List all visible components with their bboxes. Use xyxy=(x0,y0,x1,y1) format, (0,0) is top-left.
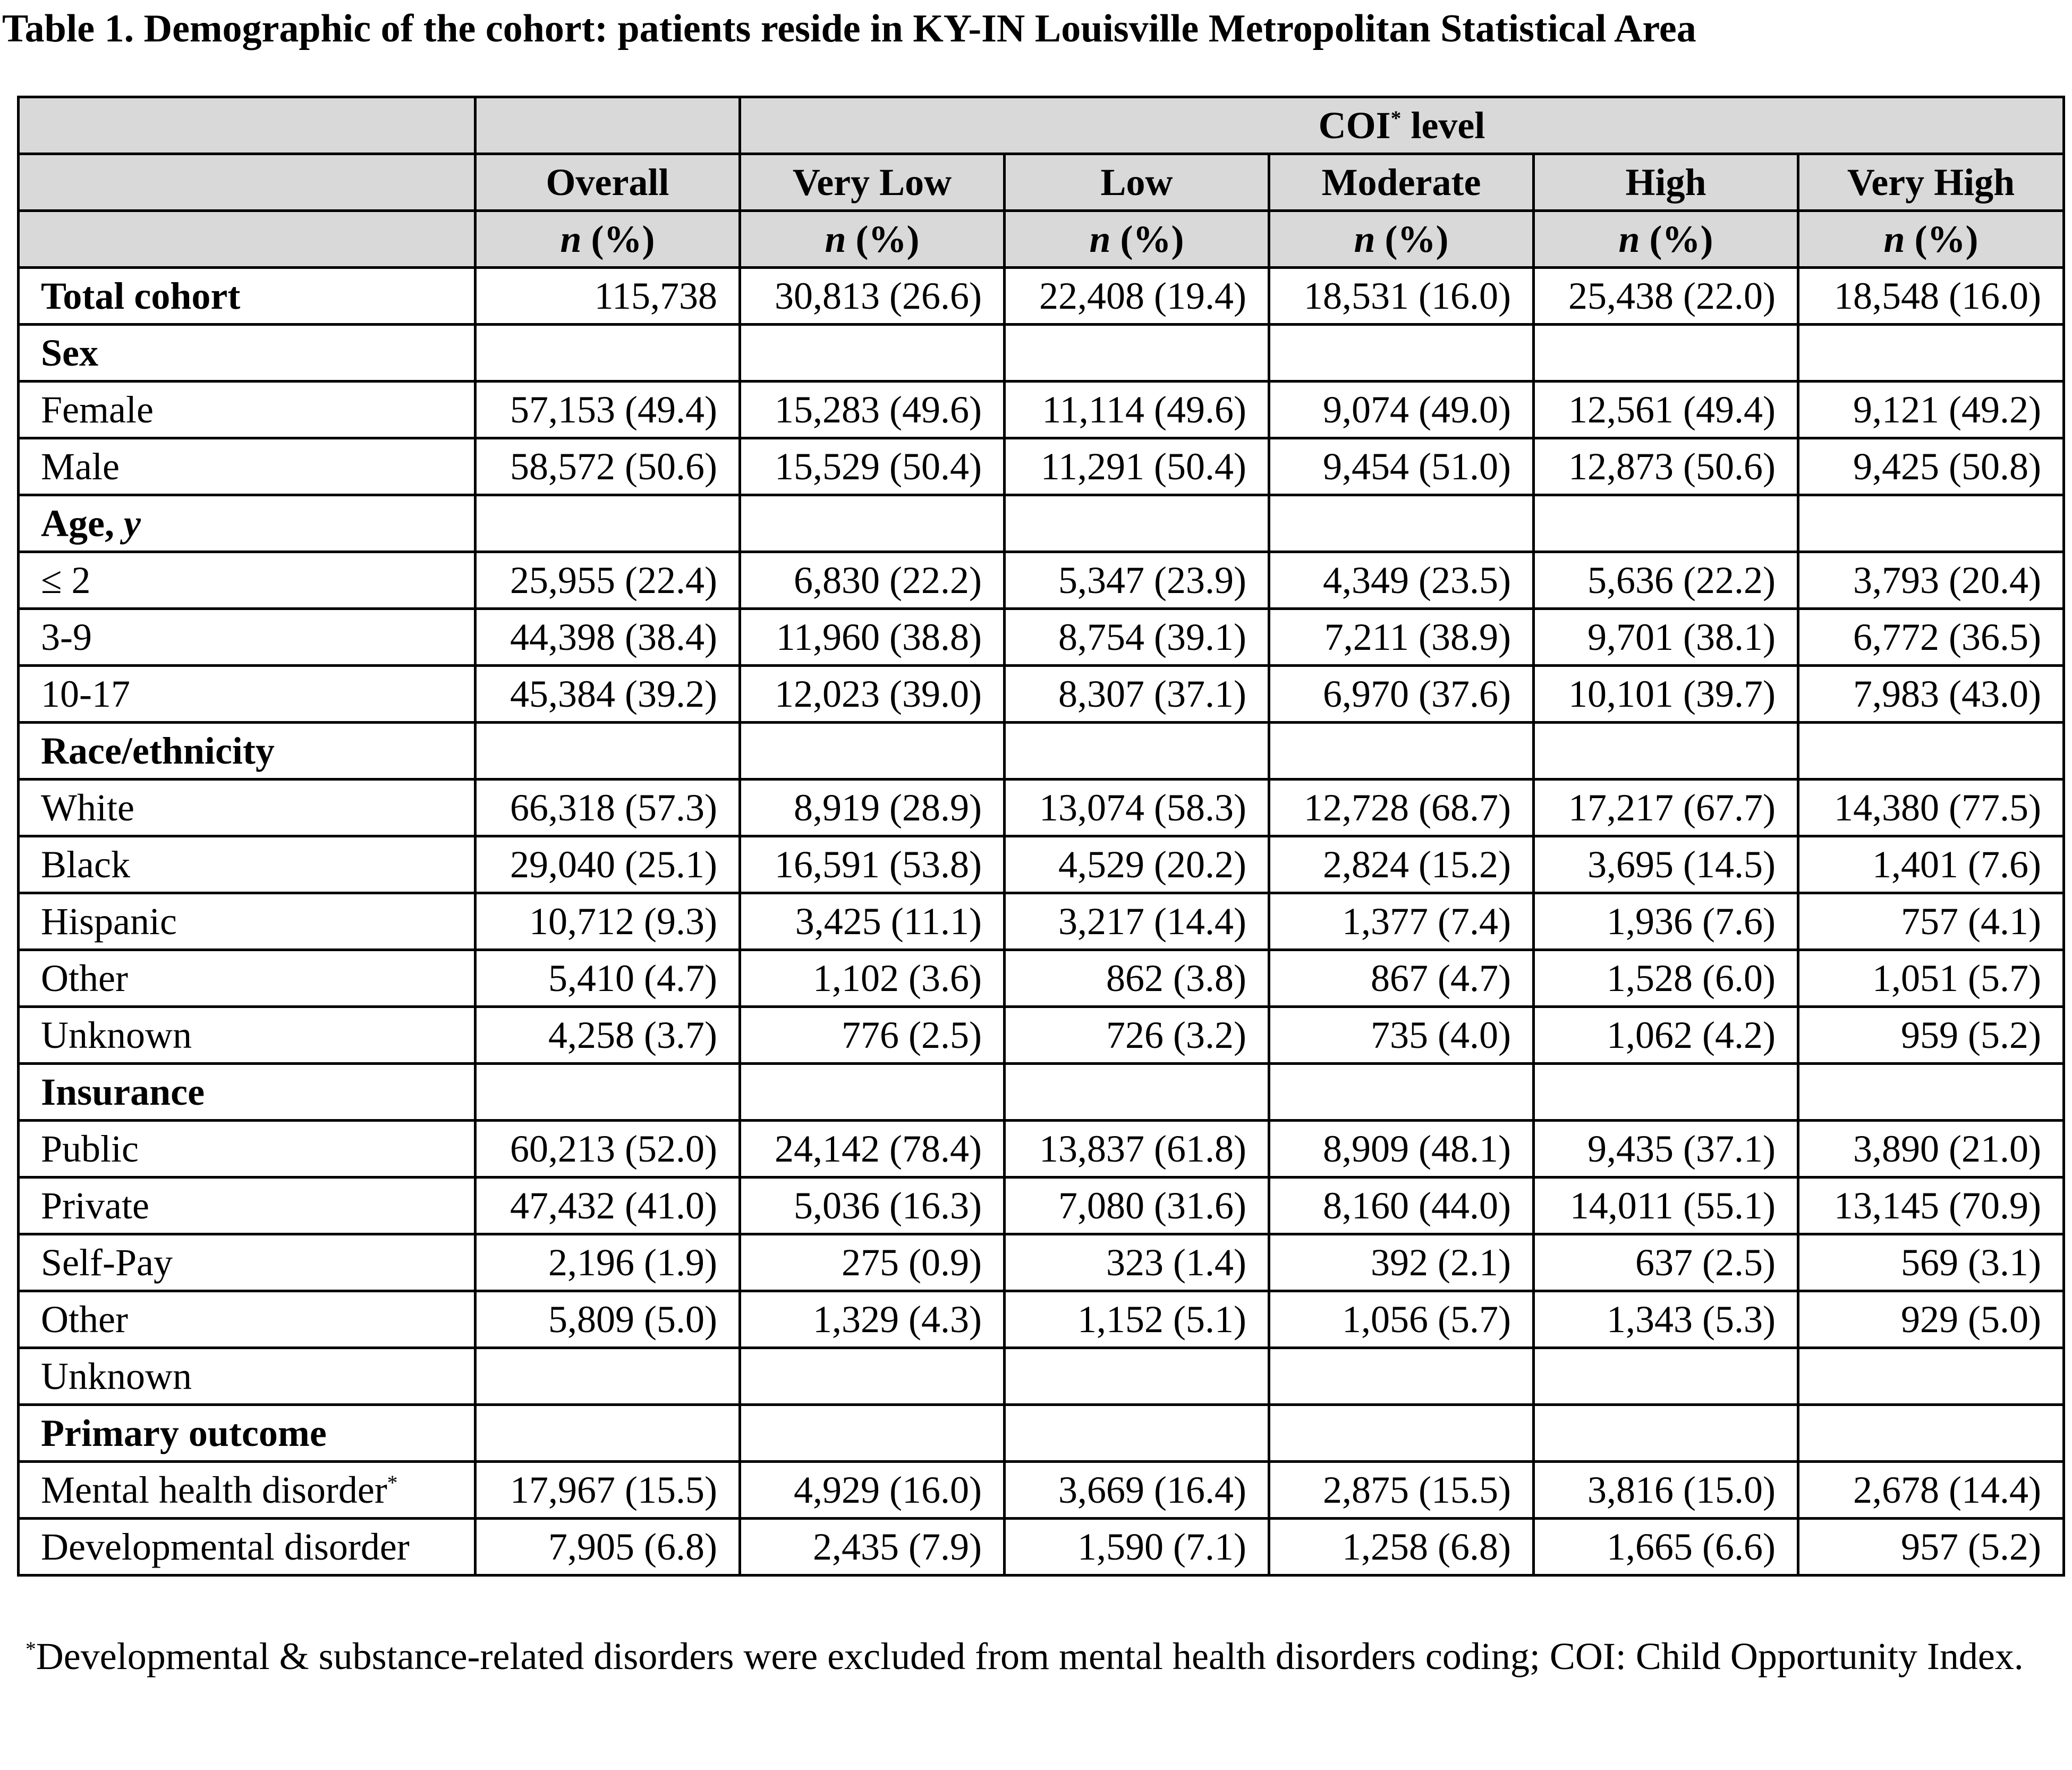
section-label xyxy=(19,325,475,382)
value-cell: 2,678 (14.4) xyxy=(1798,1462,2064,1519)
value-cell: 1,401 (7.6) xyxy=(1798,836,2064,893)
value-cell: 2,196 (1.9) xyxy=(475,1234,740,1291)
column-header-overall: Overall xyxy=(475,154,740,211)
value-cell: 15,283 (49.6) xyxy=(740,382,1005,438)
value-cell: 11,960 (38.8) xyxy=(740,609,1005,666)
table-row xyxy=(19,1519,2064,1576)
value-cell: 6,830 (22.2) xyxy=(740,552,1005,609)
value-cell: 5,636 (22.2) xyxy=(1534,552,1798,609)
value-cell xyxy=(475,723,740,780)
value-cell xyxy=(1269,1348,1534,1405)
row-label xyxy=(19,1178,475,1234)
header-label-blank xyxy=(19,154,475,211)
value-cell xyxy=(740,1348,1005,1405)
table-row xyxy=(19,552,2064,609)
value-cell: 115,738 xyxy=(475,268,740,325)
row-label-italic: y xyxy=(123,502,141,545)
value-cell: 12,873 (50.6) xyxy=(1534,438,1798,495)
unit-cell xyxy=(475,211,740,268)
value-cell xyxy=(740,325,1005,382)
unit-cell xyxy=(1534,211,1798,268)
value-cell: 1,665 (6.6) xyxy=(1534,1519,1798,1576)
row-label-text: Insurance xyxy=(41,1071,205,1113)
value-cell: 8,160 (44.0) xyxy=(1269,1178,1534,1234)
value-cell: 6,772 (36.5) xyxy=(1798,609,2064,666)
value-cell: 726 (3.2) xyxy=(1005,1007,1269,1064)
row-label-text: Race/ethnicity xyxy=(41,730,275,772)
unit-cell xyxy=(1005,211,1269,268)
value-cell xyxy=(1005,723,1269,780)
value-cell xyxy=(1534,495,1798,552)
coi-label: COI xyxy=(1318,104,1391,147)
table-row xyxy=(19,1007,2064,1064)
row-label-text: Male xyxy=(41,445,120,488)
value-cell: 13,074 (58.3) xyxy=(1005,780,1269,836)
value-cell xyxy=(1534,1064,1798,1121)
value-cell: 392 (2.1) xyxy=(1269,1234,1534,1291)
value-cell: 7,211 (38.9) xyxy=(1269,609,1534,666)
value-cell: 12,561 (49.4) xyxy=(1534,382,1798,438)
value-cell xyxy=(1269,325,1534,382)
value-cell: 9,074 (49.0) xyxy=(1269,382,1534,438)
value-cell xyxy=(1005,1348,1269,1405)
value-cell: 9,435 (37.1) xyxy=(1534,1121,1798,1178)
section-label xyxy=(19,495,475,552)
value-cell: 15,529 (50.4) xyxy=(740,438,1005,495)
value-cell xyxy=(1005,1405,1269,1462)
value-cell: 4,258 (3.7) xyxy=(475,1007,740,1064)
value-cell xyxy=(1269,1405,1534,1462)
unit-n: n xyxy=(1883,218,1905,260)
value-cell: 9,121 (49.2) xyxy=(1798,382,2064,438)
value-cell: 4,929 (16.0) xyxy=(740,1462,1005,1519)
value-cell xyxy=(1005,325,1269,382)
row-label xyxy=(19,666,475,723)
column-header-high: High xyxy=(1534,154,1798,211)
section-row xyxy=(19,1064,2064,1121)
row-label xyxy=(19,1348,475,1405)
value-cell: 929 (5.0) xyxy=(1798,1291,2064,1348)
row-label xyxy=(19,836,475,893)
value-cell xyxy=(1534,1348,1798,1405)
table-body xyxy=(19,268,2064,1576)
value-cell xyxy=(1798,1064,2064,1121)
value-cell xyxy=(740,1405,1005,1462)
value-cell xyxy=(475,1064,740,1121)
row-label xyxy=(19,893,475,950)
value-cell: 17,967 (15.5) xyxy=(475,1462,740,1519)
value-cell xyxy=(475,325,740,382)
value-cell: 4,349 (23.5) xyxy=(1269,552,1534,609)
value-cell xyxy=(1534,325,1798,382)
unit-pct: (%) xyxy=(846,218,920,260)
header-units-blank xyxy=(19,211,475,268)
value-cell xyxy=(1269,1064,1534,1121)
value-cell xyxy=(1798,1348,2064,1405)
value-cell: 14,011 (55.1) xyxy=(1534,1178,1798,1234)
value-cell: 66,318 (57.3) xyxy=(475,780,740,836)
value-cell xyxy=(1005,1064,1269,1121)
value-cell: 735 (4.0) xyxy=(1269,1007,1534,1064)
table-row xyxy=(19,1291,2064,1348)
header-row-group xyxy=(19,97,2064,154)
header-overall-blank xyxy=(475,97,740,154)
unit-n: n xyxy=(1354,218,1375,260)
value-cell: 862 (3.8) xyxy=(1005,950,1269,1007)
row-label-text: Private xyxy=(41,1184,149,1227)
value-cell xyxy=(1269,723,1534,780)
table-row xyxy=(19,950,2064,1007)
table-row xyxy=(19,268,2064,325)
unit-n: n xyxy=(825,218,846,260)
value-cell: 1,377 (7.4) xyxy=(1269,893,1534,950)
value-cell: 17,217 (67.7) xyxy=(1534,780,1798,836)
value-cell: 60,213 (52.0) xyxy=(475,1121,740,1178)
row-label-text: Total cohort xyxy=(41,275,241,317)
value-cell: 7,080 (31.6) xyxy=(1005,1178,1269,1234)
value-cell: 957 (5.2) xyxy=(1798,1519,2064,1576)
value-cell: 22,408 (19.4) xyxy=(1005,268,1269,325)
value-cell: 10,712 (9.3) xyxy=(475,893,740,950)
value-cell xyxy=(1798,723,2064,780)
value-cell: 9,425 (50.8) xyxy=(1798,438,2064,495)
row-label xyxy=(19,1121,475,1178)
value-cell xyxy=(1798,1405,2064,1462)
value-cell: 2,824 (15.2) xyxy=(1269,836,1534,893)
unit-pct: (%) xyxy=(1110,218,1184,260)
value-cell xyxy=(475,1405,740,1462)
footnote-asterisk: * xyxy=(26,1637,36,1661)
row-label xyxy=(19,552,475,609)
value-cell: 1,152 (5.1) xyxy=(1005,1291,1269,1348)
coi-level-header xyxy=(740,97,2064,154)
footnote xyxy=(0,1630,2061,1682)
table-row xyxy=(19,382,2064,438)
row-label-text: White xyxy=(41,786,134,829)
table-row xyxy=(19,1178,2064,1234)
value-cell: 1,590 (7.1) xyxy=(1005,1519,1269,1576)
table-row xyxy=(19,836,2064,893)
unit-n: n xyxy=(1618,218,1640,260)
value-cell: 7,983 (43.0) xyxy=(1798,666,2064,723)
table-row xyxy=(19,893,2064,950)
value-cell: 12,728 (68.7) xyxy=(1269,780,1534,836)
coi-asterisk: * xyxy=(1390,106,1402,130)
value-cell: 16,591 (53.8) xyxy=(740,836,1005,893)
section-row xyxy=(19,325,2064,382)
table-row xyxy=(19,666,2064,723)
footnote-text: Developmental & substance-related disorders were excluded from mental health disorders coding; COI: Child Opportunity Index. xyxy=(36,1635,2024,1678)
value-cell xyxy=(740,495,1005,552)
row-label-text: Self-Pay xyxy=(41,1241,173,1284)
row-label xyxy=(19,609,475,666)
value-cell: 5,347 (23.9) xyxy=(1005,552,1269,609)
row-label xyxy=(19,268,475,325)
value-cell xyxy=(1269,495,1534,552)
value-cell: 9,701 (38.1) xyxy=(1534,609,1798,666)
value-cell: 569 (3.1) xyxy=(1798,1234,2064,1291)
value-cell: 1,258 (6.8) xyxy=(1269,1519,1534,1576)
row-label xyxy=(19,1519,475,1576)
row-label-text: Developmental disorder xyxy=(41,1526,410,1568)
table-row xyxy=(19,1348,2064,1405)
value-cell: 13,145 (70.9) xyxy=(1798,1178,2064,1234)
row-label xyxy=(19,1462,475,1519)
value-cell: 5,809 (5.0) xyxy=(475,1291,740,1348)
value-cell: 1,051 (5.7) xyxy=(1798,950,2064,1007)
column-header-low: Low xyxy=(1005,154,1269,211)
value-cell xyxy=(1534,1405,1798,1462)
unit-cell xyxy=(1269,211,1534,268)
column-header-very-high: Very High xyxy=(1798,154,2064,211)
value-cell: 1,056 (5.7) xyxy=(1269,1291,1534,1348)
value-cell: 45,384 (39.2) xyxy=(475,666,740,723)
value-cell: 2,875 (15.5) xyxy=(1269,1462,1534,1519)
row-label xyxy=(19,1291,475,1348)
table-row xyxy=(19,438,2064,495)
row-label-text: Other xyxy=(41,957,128,1000)
row-label-text: Female xyxy=(41,388,154,431)
table-row xyxy=(19,1462,2064,1519)
value-cell: 11,291 (50.4) xyxy=(1005,438,1269,495)
row-label xyxy=(19,1234,475,1291)
row-label xyxy=(19,1007,475,1064)
unit-pct: (%) xyxy=(1375,218,1449,260)
value-cell: 8,919 (28.9) xyxy=(740,780,1005,836)
row-label-text: Mental health disorder xyxy=(41,1469,387,1511)
value-cell: 1,102 (3.6) xyxy=(740,950,1005,1007)
column-header-moderate: Moderate xyxy=(1269,154,1534,211)
unit-pct: (%) xyxy=(1640,218,1713,260)
table-row xyxy=(19,1234,2064,1291)
section-label xyxy=(19,1405,475,1462)
value-cell xyxy=(740,723,1005,780)
row-label-text: 10-17 xyxy=(41,673,130,715)
value-cell: 25,438 (22.0) xyxy=(1534,268,1798,325)
value-cell: 5,036 (16.3) xyxy=(740,1178,1005,1234)
value-cell: 24,142 (78.4) xyxy=(740,1121,1005,1178)
row-label-text: Black xyxy=(41,843,130,886)
header-row-units xyxy=(19,211,2064,268)
row-label-text: Hispanic xyxy=(41,900,177,943)
value-cell: 1,062 (4.2) xyxy=(1534,1007,1798,1064)
value-cell: 323 (1.4) xyxy=(1005,1234,1269,1291)
value-cell: 1,329 (4.3) xyxy=(740,1291,1005,1348)
table-row xyxy=(19,609,2064,666)
value-cell: 3,217 (14.4) xyxy=(1005,893,1269,950)
row-label-text: Other xyxy=(41,1298,128,1341)
demographics-table xyxy=(17,96,2065,1577)
row-label-text: Unknown xyxy=(41,1014,192,1056)
value-cell: 3,669 (16.4) xyxy=(1005,1462,1269,1519)
unit-pct: (%) xyxy=(1905,218,1978,260)
value-cell: 25,955 (22.4) xyxy=(475,552,740,609)
value-cell: 12,023 (39.0) xyxy=(740,666,1005,723)
header-corner-cell xyxy=(19,97,475,154)
value-cell: 3,816 (15.0) xyxy=(1534,1462,1798,1519)
value-cell: 30,813 (26.6) xyxy=(740,268,1005,325)
value-cell: 3,890 (21.0) xyxy=(1798,1121,2064,1178)
value-cell: 3,695 (14.5) xyxy=(1534,836,1798,893)
row-label-text: Sex xyxy=(41,332,98,374)
unit-cell xyxy=(740,211,1005,268)
value-cell: 2,435 (7.9) xyxy=(740,1519,1005,1576)
value-cell: 7,905 (6.8) xyxy=(475,1519,740,1576)
row-label-text: Public xyxy=(41,1128,139,1170)
section-row xyxy=(19,495,2064,552)
header-row-columns xyxy=(19,154,2064,211)
value-cell xyxy=(1798,325,2064,382)
row-label-text: Age, xyxy=(41,502,124,545)
value-cell xyxy=(1798,495,2064,552)
value-cell: 14,380 (77.5) xyxy=(1798,780,2064,836)
value-cell: 29,040 (25.1) xyxy=(475,836,740,893)
value-cell: 1,528 (6.0) xyxy=(1534,950,1798,1007)
value-cell: 275 (0.9) xyxy=(740,1234,1005,1291)
unit-pct: (%) xyxy=(581,218,655,260)
value-cell: 18,531 (16.0) xyxy=(1269,268,1534,325)
value-cell: 1,936 (7.6) xyxy=(1534,893,1798,950)
row-label xyxy=(19,780,475,836)
value-cell: 8,909 (48.1) xyxy=(1269,1121,1534,1178)
row-label-text: Primary outcome xyxy=(41,1412,327,1454)
value-cell: 9,454 (51.0) xyxy=(1269,438,1534,495)
value-cell: 18,548 (16.0) xyxy=(1798,268,2064,325)
section-label xyxy=(19,1064,475,1121)
table-caption: Table 1. Demographic of the cohort: patients reside in KY-IN Louisville Metropolitan Statistical Area xyxy=(2,7,1696,50)
unit-n: n xyxy=(1089,218,1111,260)
value-cell: 637 (2.5) xyxy=(1534,1234,1798,1291)
row-label xyxy=(19,950,475,1007)
value-cell xyxy=(1005,495,1269,552)
value-cell: 757 (4.1) xyxy=(1798,893,2064,950)
value-cell: 3,425 (11.1) xyxy=(740,893,1005,950)
value-cell: 11,114 (49.6) xyxy=(1005,382,1269,438)
value-cell: 57,153 (49.4) xyxy=(475,382,740,438)
value-cell: 5,410 (4.7) xyxy=(475,950,740,1007)
value-cell: 13,837 (61.8) xyxy=(1005,1121,1269,1178)
value-cell: 58,572 (50.6) xyxy=(475,438,740,495)
value-cell xyxy=(740,1064,1005,1121)
unit-n: n xyxy=(560,218,582,260)
coi-level-suffix: level xyxy=(1401,104,1485,147)
value-cell xyxy=(475,1348,740,1405)
value-cell: 8,307 (37.1) xyxy=(1005,666,1269,723)
value-cell xyxy=(475,495,740,552)
section-row xyxy=(19,1405,2064,1462)
row-label-asterisk: * xyxy=(387,1471,398,1494)
value-cell: 959 (5.2) xyxy=(1798,1007,2064,1064)
value-cell xyxy=(1534,723,1798,780)
value-cell: 10,101 (39.7) xyxy=(1534,666,1798,723)
table-row xyxy=(19,780,2064,836)
row-label-text: Unknown xyxy=(41,1355,192,1398)
value-cell: 47,432 (41.0) xyxy=(475,1178,740,1234)
row-label-text: 3-9 xyxy=(41,616,92,658)
value-cell: 3,793 (20.4) xyxy=(1798,552,2064,609)
value-cell: 44,398 (38.4) xyxy=(475,609,740,666)
row-label xyxy=(19,438,475,495)
value-cell: 6,970 (37.6) xyxy=(1269,666,1534,723)
row-label-text: ≤ 2 xyxy=(41,559,91,602)
section-label xyxy=(19,723,475,780)
value-cell: 8,754 (39.1) xyxy=(1005,609,1269,666)
section-row xyxy=(19,723,2064,780)
value-cell: 4,529 (20.2) xyxy=(1005,836,1269,893)
row-label xyxy=(19,382,475,438)
value-cell: 1,343 (5.3) xyxy=(1534,1291,1798,1348)
value-cell: 776 (2.5) xyxy=(740,1007,1005,1064)
table-row xyxy=(19,1121,2064,1178)
column-header-very-low: Very Low xyxy=(740,154,1005,211)
value-cell: 867 (4.7) xyxy=(1269,950,1534,1007)
unit-cell xyxy=(1798,211,2064,268)
